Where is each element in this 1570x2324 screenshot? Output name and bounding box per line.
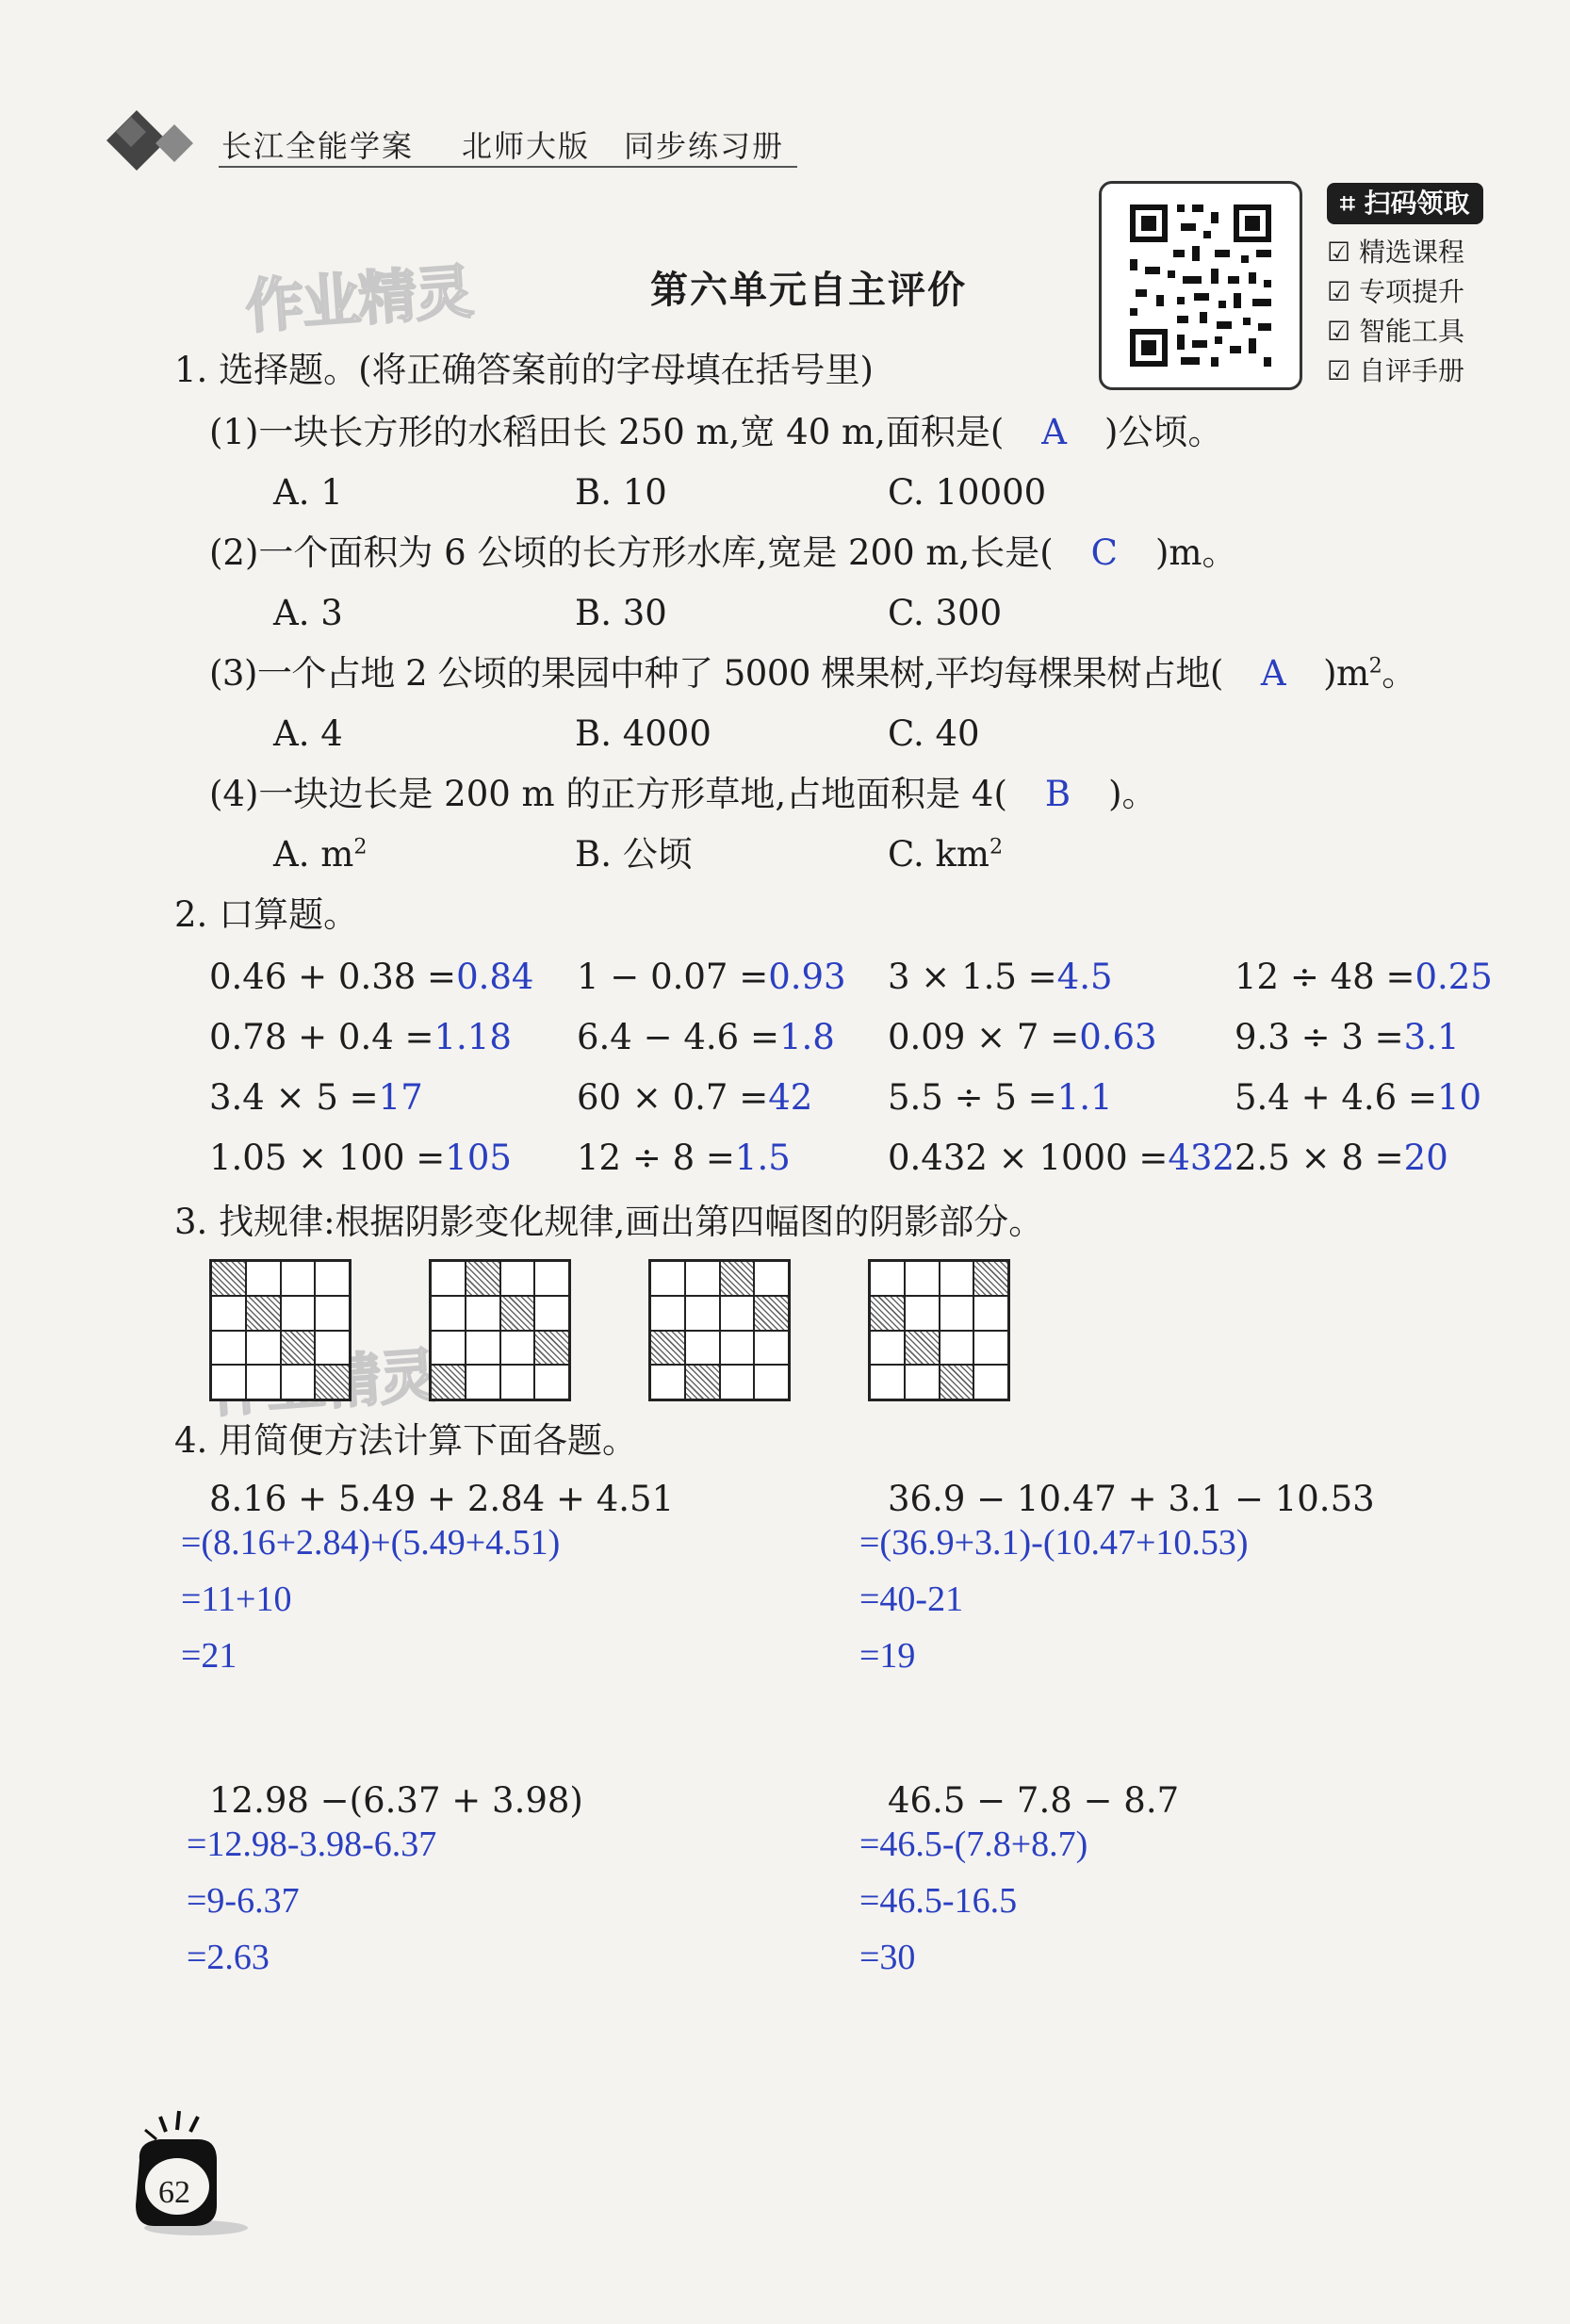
- header-book-name: 长江全能学案: [221, 128, 415, 164]
- mm-item: 3.4 × 5 =17: [209, 1077, 423, 1118]
- q2-option-a: A. 3: [273, 593, 343, 633]
- mm-item: 0.78 + 0.4 =1.18: [209, 1017, 512, 1057]
- qr-item-3: ☑ 智能工具: [1327, 316, 1465, 347]
- mm-item: 1.05 × 100 =105: [209, 1137, 512, 1178]
- q2-answer: C: [1090, 532, 1118, 573]
- section2-heading: 2. 口算题。: [174, 894, 359, 935]
- problem3-step1: =12.98-3.98-6.37: [187, 1825, 437, 1864]
- problem1-step3: =21: [181, 1636, 237, 1676]
- mm-item: 9.3 ÷ 3 =3.1: [1235, 1017, 1460, 1057]
- problem3-expression: 12.98 −(6.37 + 3.98): [209, 1780, 583, 1821]
- q3-option-b: B. 4000: [575, 713, 711, 754]
- header-diamond-logo: [99, 106, 204, 172]
- q3-answer: A: [1260, 653, 1286, 694]
- mm-item: 60 × 0.7 =42: [577, 1077, 813, 1118]
- qr-scan-badge[interactable]: [1327, 183, 1483, 224]
- qr-item-4: ☑ 自评手册: [1327, 355, 1465, 386]
- q1-option-b: B. 10: [575, 472, 667, 513]
- problem3-step3: =2.63: [187, 1938, 270, 1977]
- q2-stem: (2)一个面积为 6 公顷的长方形水库,宽是 200 m,长是( C )m。: [209, 532, 1237, 573]
- qr-item-2: ☑ 专项提升: [1327, 276, 1465, 307]
- q1-option-c: C. 10000: [888, 472, 1047, 513]
- problem4-step1: =46.5-(7.8+8.7): [859, 1825, 1088, 1864]
- qr-code-image[interactable]: [1102, 184, 1300, 387]
- problem4-step2: =46.5-16.5: [859, 1881, 1018, 1921]
- pattern-grid-1: [209, 1259, 352, 1401]
- q3-stem: (3)一个占地 2 公顷的果园中种了 5000 棵果树,平均每棵果树占地( A )$m^2$。: [209, 653, 1416, 694]
- qr-badge-label: 扫码领取: [1364, 188, 1470, 219]
- mm-item: 2.5 × 8 =20: [1235, 1137, 1448, 1178]
- problem1-expression: 8.16 + 5.49 + 2.84 + 4.51: [209, 1479, 675, 1519]
- q1-option-a: A. 1: [273, 472, 343, 513]
- q1-answer: A: [1041, 412, 1068, 452]
- page-number-badge-icon: [111, 2103, 253, 2245]
- q4-option-c: C. $km^2$: [888, 834, 1004, 875]
- watermark-top: 作业精灵: [243, 256, 474, 342]
- q2-option-b: B. 30: [575, 593, 667, 633]
- page-title: 第六单元自主评价: [650, 269, 967, 312]
- problem2-step3: =19: [859, 1636, 916, 1676]
- header-underline: [219, 166, 797, 168]
- header-edition: 北师大版: [462, 128, 591, 164]
- mm-item: 12 ÷ 48 =0.25: [1235, 957, 1493, 997]
- mm-item: 3 × 1.5 =4.5: [888, 957, 1113, 997]
- problem1-step1: =(8.16+2.84)+(5.49+4.51): [181, 1523, 561, 1563]
- mm-item: 6.4 − 4.6 =1.8: [577, 1017, 835, 1057]
- section3-heading: 3. 找规律:根据阴影变化规律,画出第四幅图的阴影部分。: [174, 1202, 1044, 1242]
- page-number: 62: [158, 2175, 190, 2210]
- mm-item: 0.46 + 0.38 =0.84: [209, 957, 534, 997]
- problem4-step3: =30: [859, 1938, 916, 1977]
- q4-answer: B: [1044, 774, 1071, 814]
- q1-stem: (1)一块长方形的水稻田长 250 m,宽 40 m,面积是( A )公顷。: [209, 412, 1223, 452]
- mm-item: 0.432 × 1000 =432: [888, 1137, 1235, 1178]
- pattern-grid-4-answer[interactable]: [868, 1259, 1010, 1401]
- check-circle-icon: ☑: [1327, 355, 1351, 386]
- problem4-expression: 46.5 − 7.8 − 8.7: [888, 1780, 1180, 1821]
- mm-item: 5.5 ÷ 5 =1.1: [888, 1077, 1113, 1118]
- mm-item: 1 − 0.07 =0.93: [577, 957, 846, 997]
- mm-item: 5.4 + 4.6 =10: [1235, 1077, 1482, 1118]
- q3-option-c: C. 40: [888, 713, 980, 754]
- check-circle-icon: ☑: [1327, 316, 1351, 347]
- pattern-grid-2: [429, 1259, 571, 1401]
- q2-option-c: C. 300: [888, 593, 1003, 633]
- check-circle-icon: ☑: [1327, 276, 1351, 307]
- section4-heading: 4. 用简便方法计算下面各题。: [174, 1420, 638, 1461]
- problem1-step2: =11+10: [181, 1579, 292, 1619]
- q3-option-a: A. 4: [273, 713, 343, 754]
- problem2-step2: =40-21: [859, 1579, 964, 1619]
- mm-item: 12 ÷ 8 =1.5: [577, 1137, 791, 1178]
- q4-option-a: A. $m^2$: [273, 834, 368, 875]
- header-series: 同步练习册: [624, 128, 785, 164]
- problem2-expression: 36.9 − 10.47 + 3.1 − 10.53: [888, 1479, 1375, 1519]
- qr-code-frame[interactable]: [1099, 181, 1302, 390]
- q4-option-b: B. 公顷: [575, 834, 693, 875]
- pattern-grid-3: [648, 1259, 791, 1401]
- qr-item-1: ☑ 精选课程: [1327, 237, 1465, 268]
- problem3-step2: =9-6.37: [187, 1881, 300, 1921]
- check-circle-icon: ☑: [1327, 237, 1351, 268]
- section1-heading: 1. 选择题。(将正确答案前的字母填在括号里): [174, 350, 874, 390]
- problem2-step1: =(36.9+3.1)-(10.47+10.53): [859, 1523, 1249, 1563]
- scan-icon: ⌗: [1340, 188, 1355, 219]
- q4-stem: (4)一块边长是 200 m 的正方形草地,占地面积是 4( B )。: [209, 774, 1157, 814]
- mm-item: 0.09 × 7 =0.63: [888, 1017, 1157, 1057]
